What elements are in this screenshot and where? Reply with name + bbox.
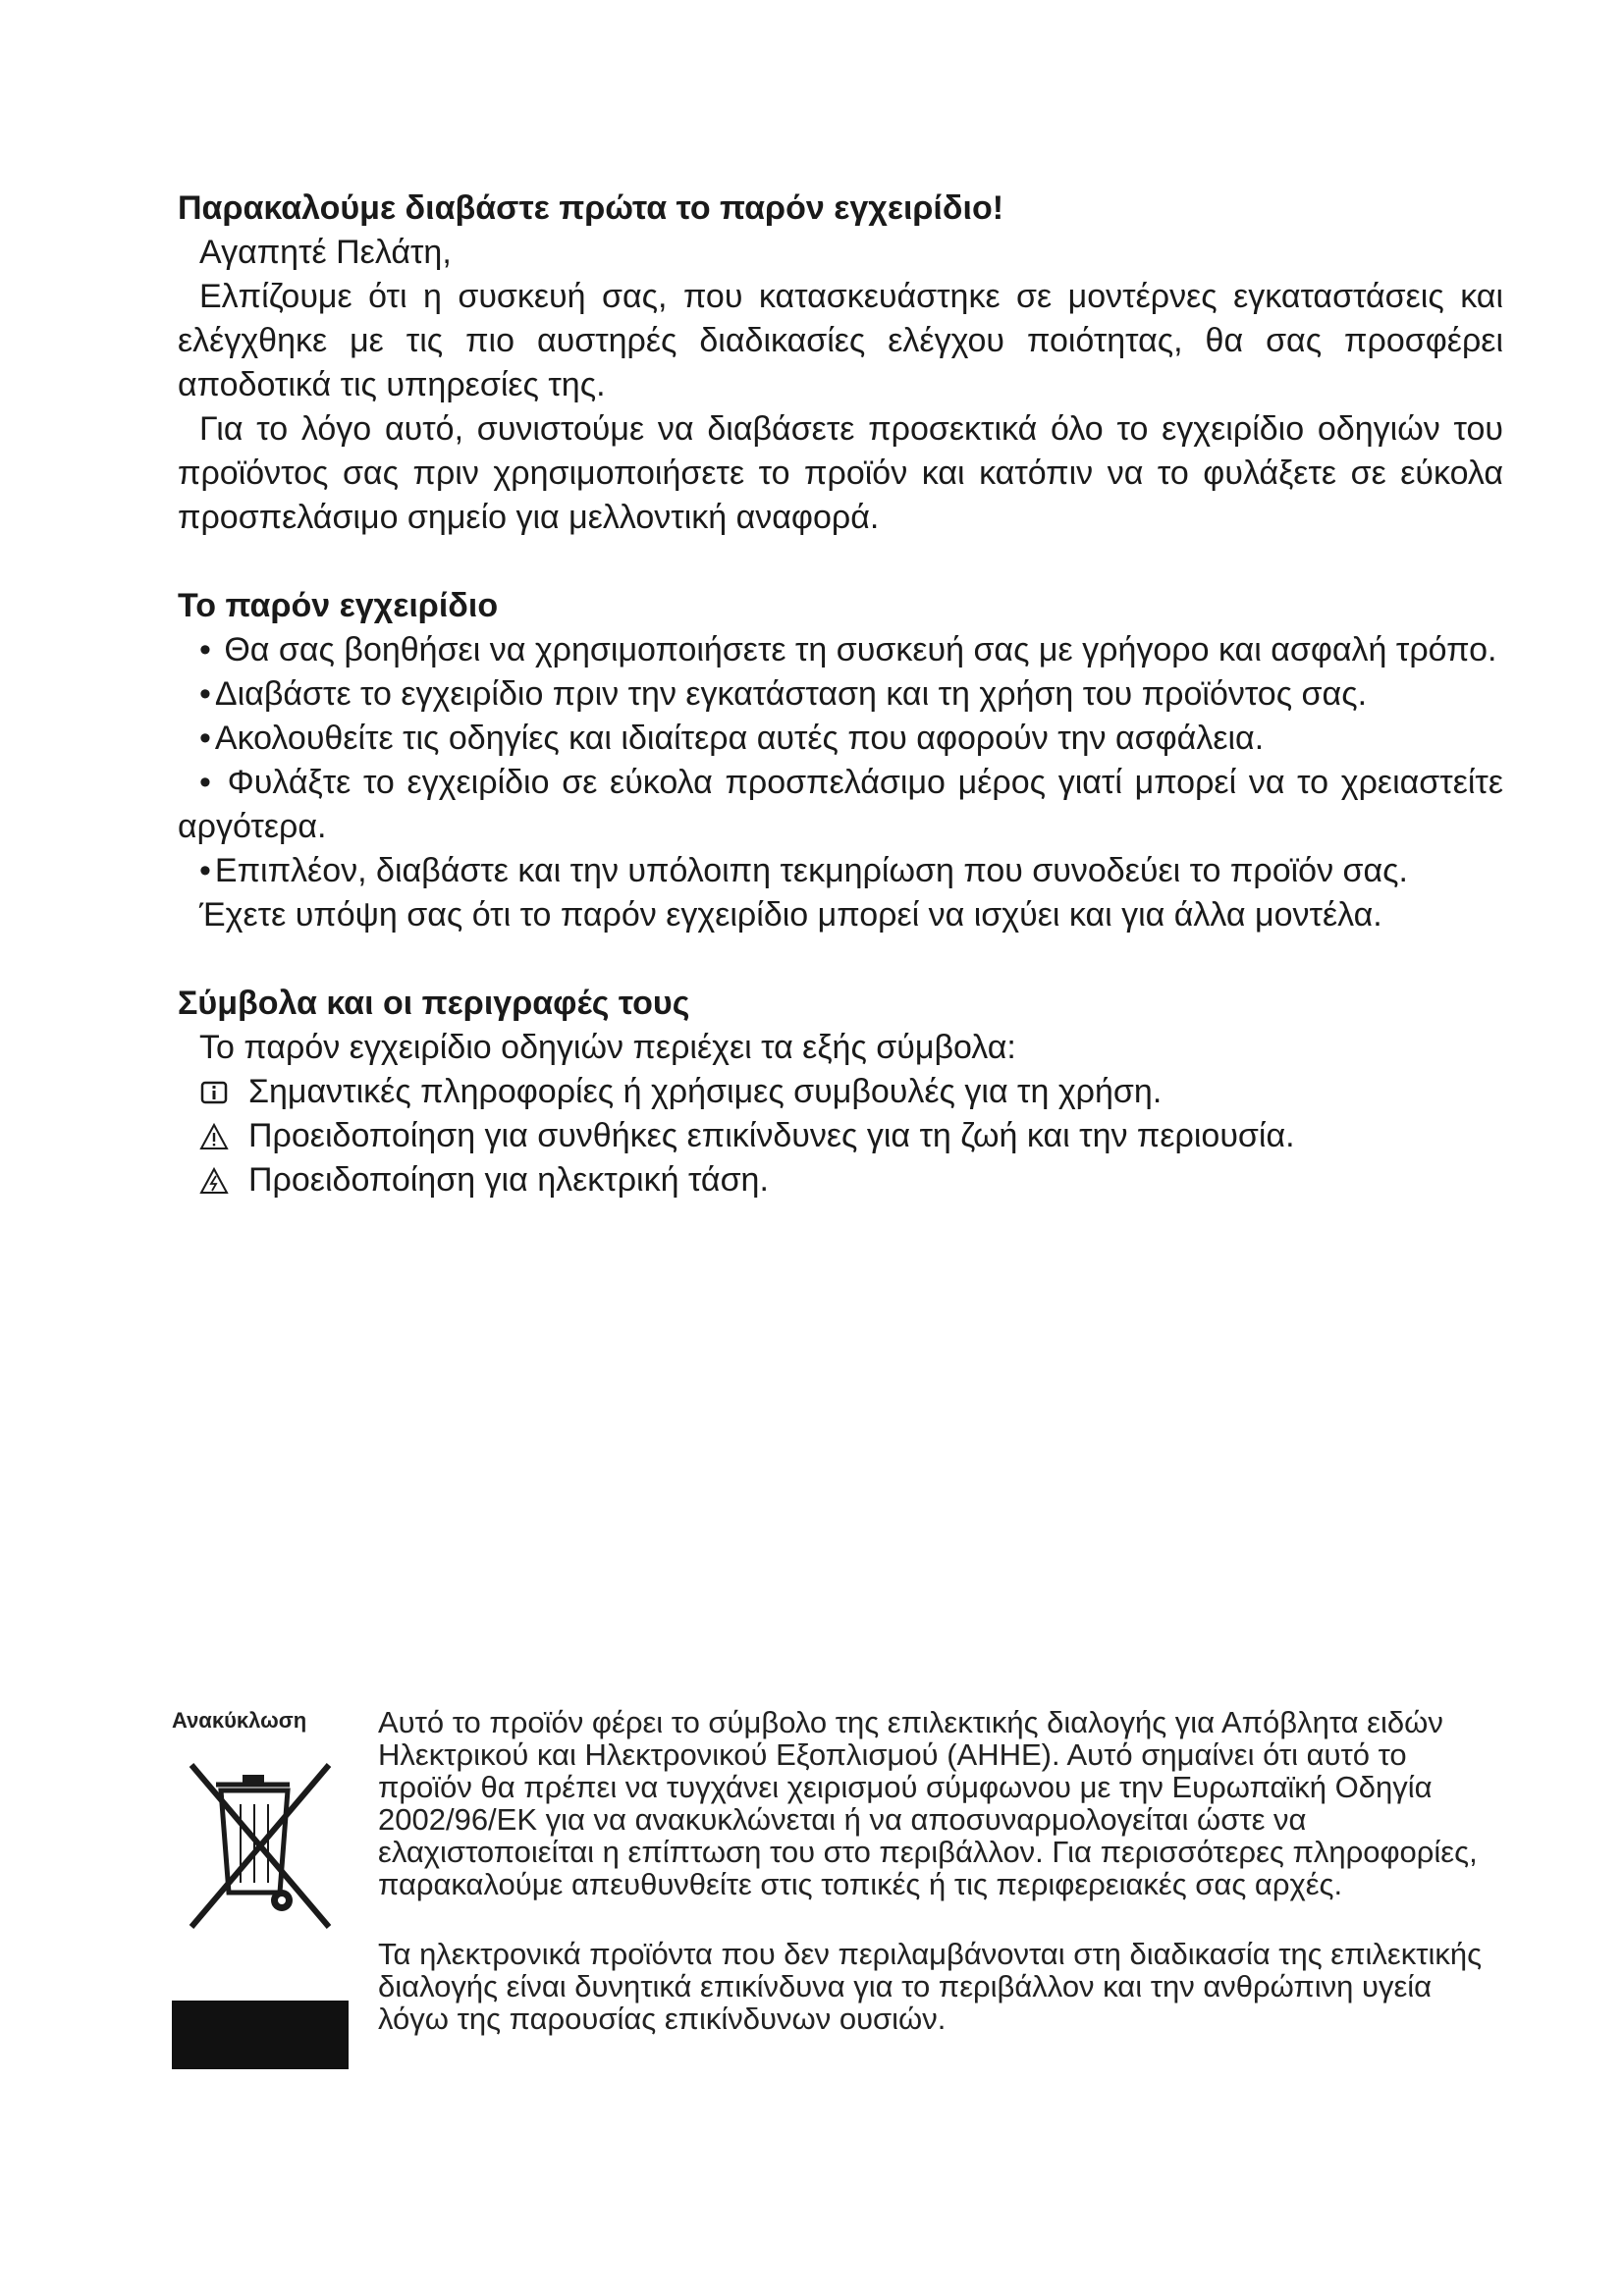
recycling-label: Ανακύκλωση: [172, 1708, 307, 1733]
symbol-text-electric: Προειδοποίηση για ηλεκτρική τάση.: [248, 1161, 769, 1199]
intro-paragraph-1: Ελπίζουμε ότι η συσκευή σας, που κατασκευάστηκε σε μοντέρνες εγκαταστάσεις και ελέγχθηκε με τις πιο αυστηρές διαδικασίες ελέγχου ποιότητας, θα σας προσφέρει αποδοτικά τις υπηρεσίες της.: [178, 278, 1503, 403]
list-item: • Ακολουθείτε τις οδηγίες και ιδιαίτερα αυτές που αφορούν την ασφάλεια.: [199, 720, 1265, 757]
intro-heading: Παρακαλούμε διαβάστε πρώτα το παρόν εγχειρίδιο!: [178, 189, 1004, 227]
warning-triangle-icon: [199, 1122, 229, 1151]
bullet-icon: •: [199, 764, 211, 801]
manual-heading: Το παρόν εγχειρίδιο: [178, 587, 499, 624]
greeting: Αγαπητέ Πελάτη,: [199, 234, 452, 271]
list-item: • Φυλάξτε το εγχειρίδιο σε εύκολα προσπελάσιμο μέρος γιατί μπορεί να το χρειαστείτε αργότερα.: [178, 764, 1503, 845]
manual-bullet-list: [178, 628, 1503, 893]
crossed-bin-icon: [172, 1745, 349, 1942]
manual-page: [178, 187, 1503, 1202]
recycling-text: [378, 1706, 1488, 2035]
symbols-heading: Σύμβολα και οι περιγραφές τους: [178, 985, 690, 1022]
symbol-text-info: Σημαντικές πληροφορίες ή χρήσιμες συμβουλές για τη χρήση.: [248, 1073, 1163, 1110]
list-item: • Διαβάστε το εγχειρίδιο πριν την εγκατάσταση και τη χρήση του προϊόντος σας.: [199, 675, 1368, 713]
list-item: • Επιπλέον, διαβάστε και την υπόλοιπη τεκμηρίωση που συνοδεύει το προϊόν σας.: [199, 852, 1408, 889]
bullet-icon: •: [199, 852, 211, 889]
bullet-icon: •: [199, 720, 211, 757]
recycling-section: [172, 1706, 1488, 2099]
recycling-paragraph-2: Τα ηλεκτρονικά προϊόντα που δεν περιλαμβάνονται στη διαδικασία της επιλεκτικής διαλογής είναι δυνητικά επικίνδυνα για το περιβάλλον και την ανθρώπινη υγεία λόγω της παρουσίας επικίνδυνων ουσιών.: [378, 1937, 1483, 2036]
symbol-row-electric: [178, 1158, 1503, 1202]
bullet-icon: •: [199, 675, 211, 713]
symbols-intro: Το παρόν εγχειρίδιο οδηγιών περιέχει τα εξής σύμβολα:: [199, 1029, 1016, 1066]
symbol-row-warning: [178, 1114, 1503, 1158]
bullet-icon: •: [199, 631, 211, 668]
electric-warning-icon: [199, 1166, 229, 1196]
manual-note: Έχετε υπόψη σας ότι το παρόν εγχειρίδιο μπορεί να ισχύει και για άλλα μοντέλα.: [199, 896, 1382, 934]
list-item: • Θα σας βοηθήσει να χρησιμοποιήσετε τη συσκευή σας με γρήγορο και ασφαλή τρόπο.: [199, 631, 1497, 668]
recycling-paragraph-1: Αυτό το προϊόν φέρει το σύμβολο της επιλεκτικής διαλογής για Απόβλητα ειδών Ηλεκτρικού και Ηλεκτρονικού Εξοπλισμού (ΑΗΗΕ). Αυτό σημαίνει ότι αυτό το προϊόν θα πρέπει να τυγχάνει χειρισμού σύμφωνου με την Ευρωπαϊκή Οδηγία 2002/96/ΕΚ για να ανακυκλώνεται ή να αποσυναρμολογείται ώστε να ελαχιστοποιείται η επίπτωση του στο περιβάλλον. Για περισσότερες πληροφορίες, παρακαλούμε απευθυνθείτε στις τοπικές ή τις περιφερειακές σας αρχές.: [378, 1705, 1478, 1901]
black-bar: [172, 2001, 349, 2069]
intro-paragraph-2: Για το λόγο αυτό, συνιστούμε να διαβάσετε προσεκτικά όλο το εγχειρίδιο οδηγιών του προϊόντος σας πριν χρησιμοποιήσετε το προϊόν και κατόπιν να το φυλάξετε σε εύκολα προσπελάσιμο σημείο για μελλοντική αναφορά.: [178, 410, 1503, 536]
symbol-row-info: [178, 1070, 1503, 1114]
info-icon: [199, 1078, 229, 1107]
symbol-text-warning: Προειδοποίηση για συνθήκες επικίνδυνες για τη ζωή και την περιουσία.: [248, 1117, 1295, 1154]
